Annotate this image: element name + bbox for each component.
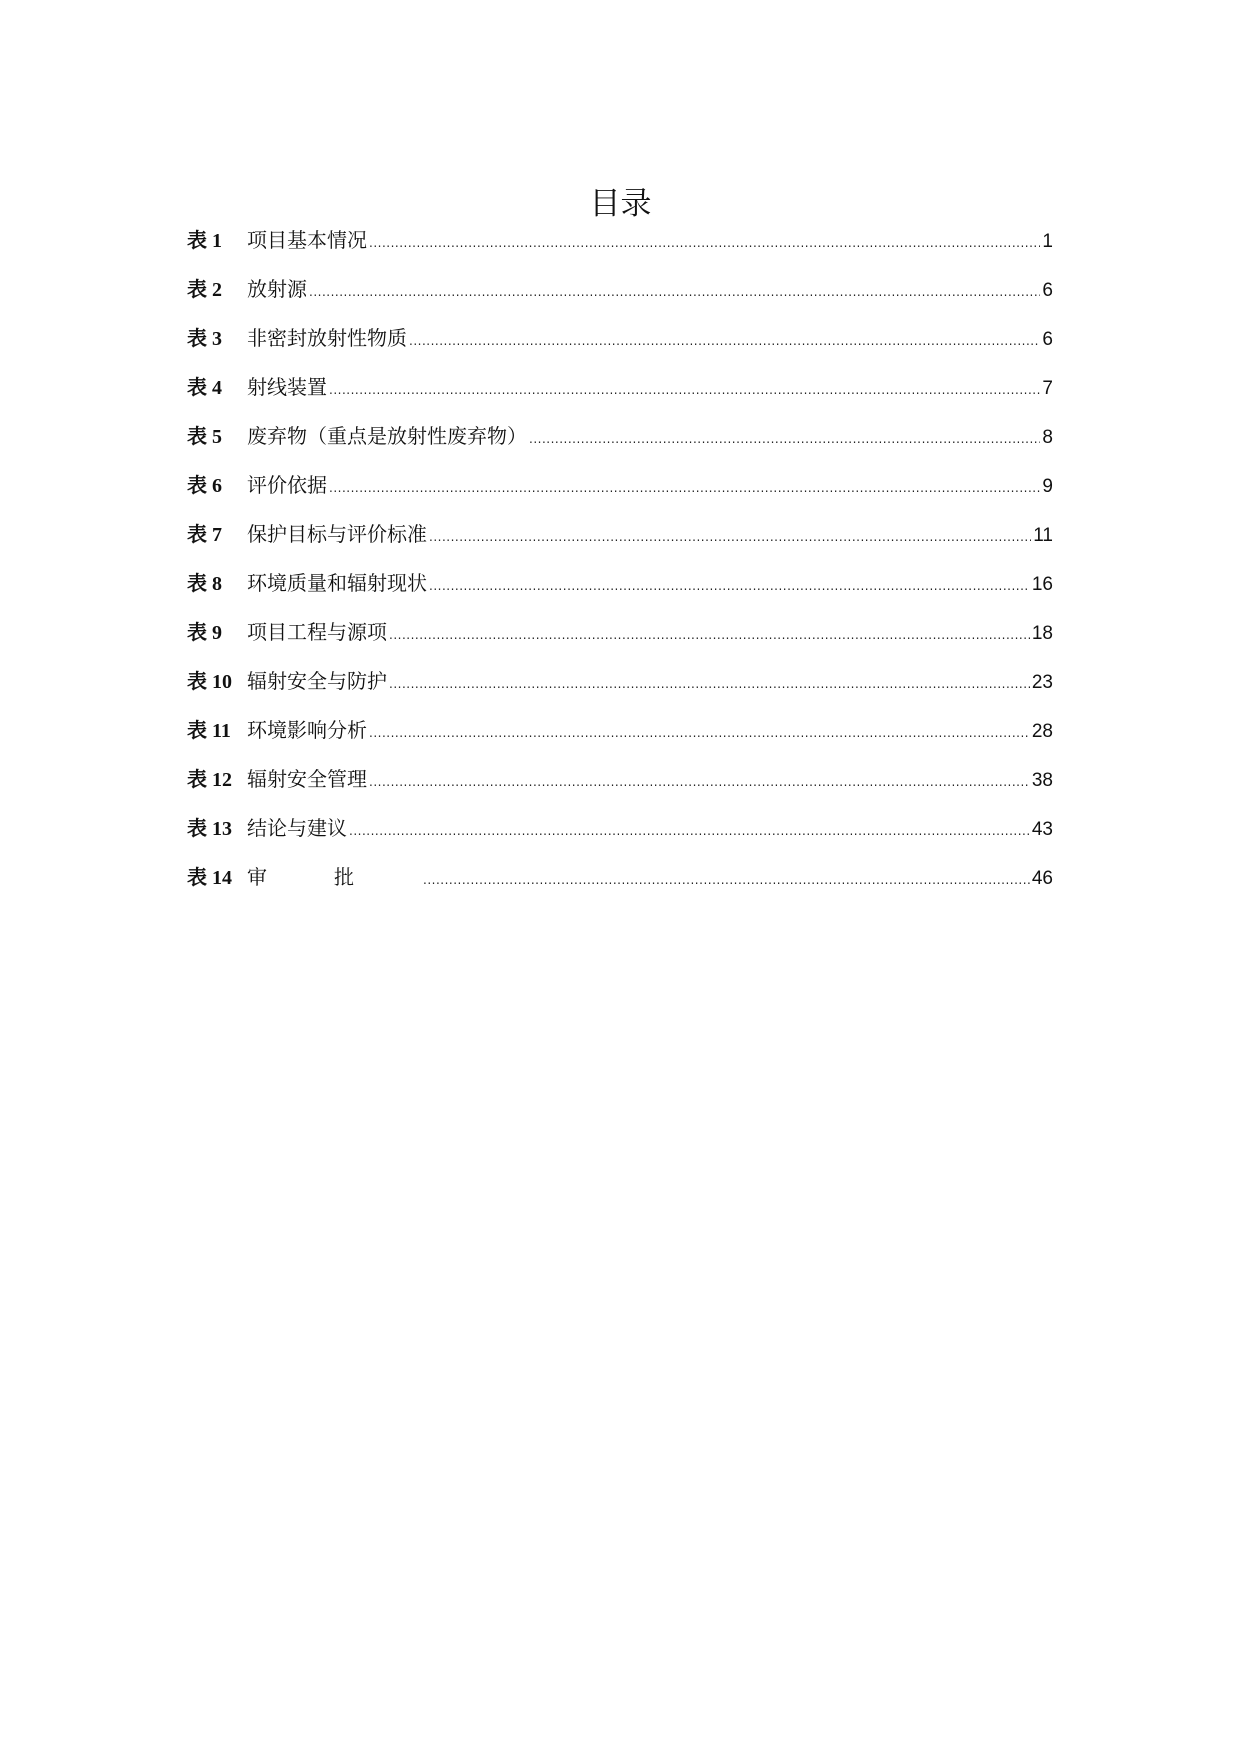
toc-entry-title: 辐射安全与防护 (247, 669, 387, 693)
toc-entry-label: 表 8 (187, 573, 222, 595)
table-of-contents (187, 226, 1053, 912)
toc-entry-13[interactable] (187, 814, 1053, 863)
toc-entry-label: 表 12 (187, 769, 232, 791)
toc-entry-title: 射线装置 (247, 375, 327, 399)
toc-entry-title: 审批 (247, 865, 421, 889)
toc-entry-label: 表 9 (187, 622, 222, 644)
dot-leader (423, 866, 1030, 894)
toc-entry-page: 38 (1031, 770, 1053, 791)
toc-entry-1[interactable] (187, 226, 1053, 275)
toc-entry-title: 项目工程与源项 (247, 620, 387, 644)
toc-entry-label: 表 6 (187, 475, 222, 497)
toc-entry-page: 28 (1031, 721, 1053, 742)
toc-entry-5[interactable] (187, 422, 1053, 471)
toc-entry-title: 非密封放射性物质 (247, 326, 407, 350)
toc-entry-page: 18 (1031, 623, 1053, 644)
toc-entry-title: 辐射安全管理 (247, 767, 367, 791)
toc-entry-title: 废弃物（重点是放射性废弃物） (247, 424, 527, 448)
dot-leader (369, 768, 1030, 796)
dot-leader (429, 572, 1030, 600)
toc-entry-title: 环境质量和辐射现状 (247, 571, 427, 595)
dot-leader (409, 327, 1040, 355)
toc-entry-label: 表 5 (187, 426, 222, 448)
toc-entry-2[interactable] (187, 275, 1053, 324)
toc-entry-page: 8 (1042, 427, 1053, 448)
toc-entry-title: 保护目标与评价标准 (247, 522, 427, 546)
toc-entry-title: 放射源 (247, 277, 307, 301)
toc-entry-page: 11 (1033, 525, 1053, 546)
toc-entry-12[interactable] (187, 765, 1053, 814)
toc-entry-label: 表 4 (187, 377, 222, 399)
dot-leader (529, 425, 1040, 453)
dot-leader (369, 229, 1040, 257)
toc-entry-label: 表 13 (187, 818, 232, 840)
dot-leader (329, 474, 1040, 502)
toc-entry-label: 表 3 (187, 328, 222, 350)
dot-leader (389, 670, 1030, 698)
toc-entry-label: 表 1 (187, 230, 222, 252)
toc-entry-10[interactable] (187, 667, 1053, 716)
toc-entry-page: 46 (1031, 868, 1053, 889)
toc-entry-title: 评价依据 (247, 473, 327, 497)
toc-entry-11[interactable] (187, 716, 1053, 765)
toc-entry-label: 表 2 (187, 279, 222, 301)
toc-entry-page: 1 (1042, 231, 1053, 252)
page-title: 目录 (589, 185, 652, 222)
toc-entry-title: 项目基本情况 (247, 228, 367, 252)
toc-entry-14[interactable] (187, 863, 1053, 912)
toc-entry-3[interactable] (187, 324, 1053, 373)
toc-entry-title: 结论与建议 (247, 816, 347, 840)
dot-leader (349, 817, 1030, 845)
toc-entry-9[interactable] (187, 618, 1053, 667)
toc-entry-page: 9 (1042, 476, 1053, 497)
toc-entry-label: 表 11 (187, 720, 231, 742)
dot-leader (309, 278, 1040, 306)
toc-entry-label: 表 10 (187, 671, 232, 693)
dot-leader (329, 376, 1040, 404)
dot-leader (389, 621, 1030, 649)
toc-entry-page: 43 (1031, 819, 1053, 840)
toc-entry-label: 表 14 (187, 867, 232, 889)
toc-entry-8[interactable] (187, 569, 1053, 618)
toc-entry-label: 表 7 (187, 524, 222, 546)
toc-entry-page: 23 (1031, 672, 1053, 693)
toc-entry-4[interactable] (187, 373, 1053, 422)
toc-entry-7[interactable] (187, 520, 1053, 569)
toc-entry-page: 6 (1042, 329, 1053, 350)
dot-leader (429, 523, 1031, 551)
toc-entry-page: 7 (1042, 378, 1053, 399)
toc-entry-page: 6 (1042, 280, 1053, 301)
toc-entry-page: 16 (1031, 574, 1053, 595)
dot-leader (369, 719, 1030, 747)
toc-entry-6[interactable] (187, 471, 1053, 520)
toc-entry-title: 环境影响分析 (247, 718, 367, 742)
